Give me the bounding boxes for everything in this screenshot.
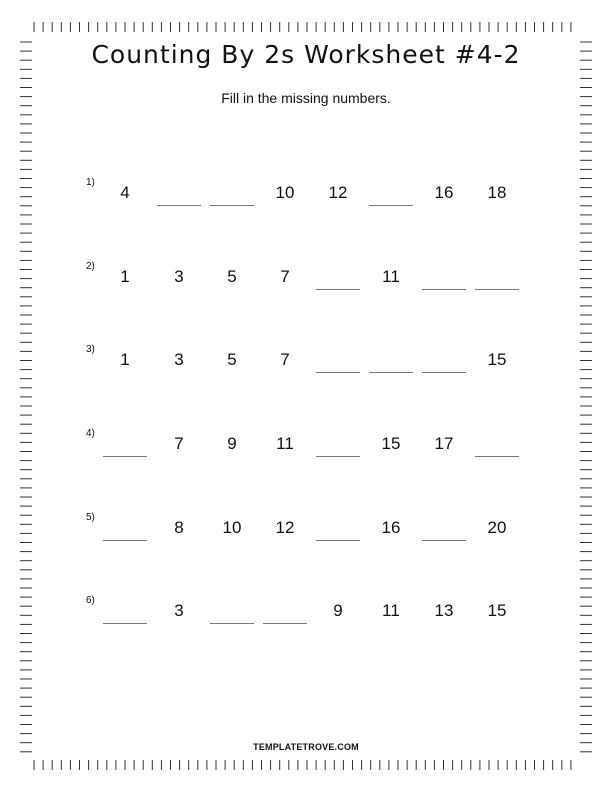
sequence-number: 16 xyxy=(434,183,454,202)
sequence-number: 10 xyxy=(222,518,242,537)
sequence-number: 10 xyxy=(275,183,295,202)
problem-number: 1) xyxy=(86,177,95,188)
sequence-number: 11 xyxy=(382,267,400,286)
answer-blank[interactable] xyxy=(316,540,360,541)
problem-row xyxy=(0,177,612,221)
answer-blank[interactable] xyxy=(316,456,360,457)
answer-blank[interactable] xyxy=(369,372,413,373)
sequence-number: 7 xyxy=(280,350,290,369)
problem-row xyxy=(0,261,612,305)
sequence-number: 4 xyxy=(120,183,130,202)
answer-blank[interactable] xyxy=(210,623,254,624)
sequence-number: 16 xyxy=(381,518,401,537)
sequence-number: 20 xyxy=(487,518,507,537)
sequence-number: 1 xyxy=(120,267,130,286)
answer-blank[interactable] xyxy=(369,205,413,206)
answer-blank[interactable] xyxy=(316,289,360,290)
sequence-number: 3 xyxy=(174,601,184,620)
problem-number: 4) xyxy=(86,428,95,439)
answer-blank[interactable] xyxy=(103,623,147,624)
sequence-number: 1 xyxy=(120,350,130,369)
answer-blank[interactable] xyxy=(103,540,147,541)
footer-site: TEMPLATETROVE.COM xyxy=(253,742,359,752)
answer-blank[interactable] xyxy=(103,456,147,457)
answer-blank[interactable] xyxy=(263,623,307,624)
problem-row xyxy=(0,428,612,472)
sequence-number: 12 xyxy=(328,183,348,202)
sequence-number: 15 xyxy=(487,601,507,620)
answer-blank[interactable] xyxy=(157,205,201,206)
sequence-number: 9 xyxy=(227,434,237,453)
problem-number: 3) xyxy=(86,344,95,355)
answer-blank[interactable] xyxy=(475,456,519,457)
sequence-number: 17 xyxy=(434,434,454,453)
worksheet-title: Counting By 2s Worksheet #4-2 xyxy=(91,40,521,69)
sequence-number: 5 xyxy=(227,350,237,369)
sequence-number: 5 xyxy=(227,267,237,286)
sequence-number: 8 xyxy=(174,518,184,537)
sequence-number: 11 xyxy=(382,601,400,620)
sequence-number: 3 xyxy=(174,267,184,286)
sequence-number: 3 xyxy=(174,350,184,369)
sequence-number: 9 xyxy=(333,601,343,620)
sequence-number: 12 xyxy=(275,518,295,537)
answer-blank[interactable] xyxy=(316,372,360,373)
problem-row xyxy=(0,595,612,639)
sequence-number: 13 xyxy=(434,601,454,620)
sequence-number: 7 xyxy=(174,434,184,453)
sequence-number: 11 xyxy=(276,434,294,453)
problem-number: 6) xyxy=(86,595,95,606)
sequence-number: 15 xyxy=(487,350,507,369)
problem-number: 2) xyxy=(86,261,95,272)
sequence-number: 18 xyxy=(487,183,507,202)
answer-blank[interactable] xyxy=(210,205,254,206)
problem-row xyxy=(0,344,612,388)
problem-row xyxy=(0,512,612,556)
sequence-number: 15 xyxy=(381,434,401,453)
answer-blank[interactable] xyxy=(422,372,466,373)
answer-blank[interactable] xyxy=(422,289,466,290)
instructions: Fill in the missing numbers. xyxy=(221,90,391,106)
answer-blank[interactable] xyxy=(475,289,519,290)
sequence-number: 7 xyxy=(280,267,290,286)
answer-blank[interactable] xyxy=(422,540,466,541)
problem-number: 5) xyxy=(86,512,95,523)
